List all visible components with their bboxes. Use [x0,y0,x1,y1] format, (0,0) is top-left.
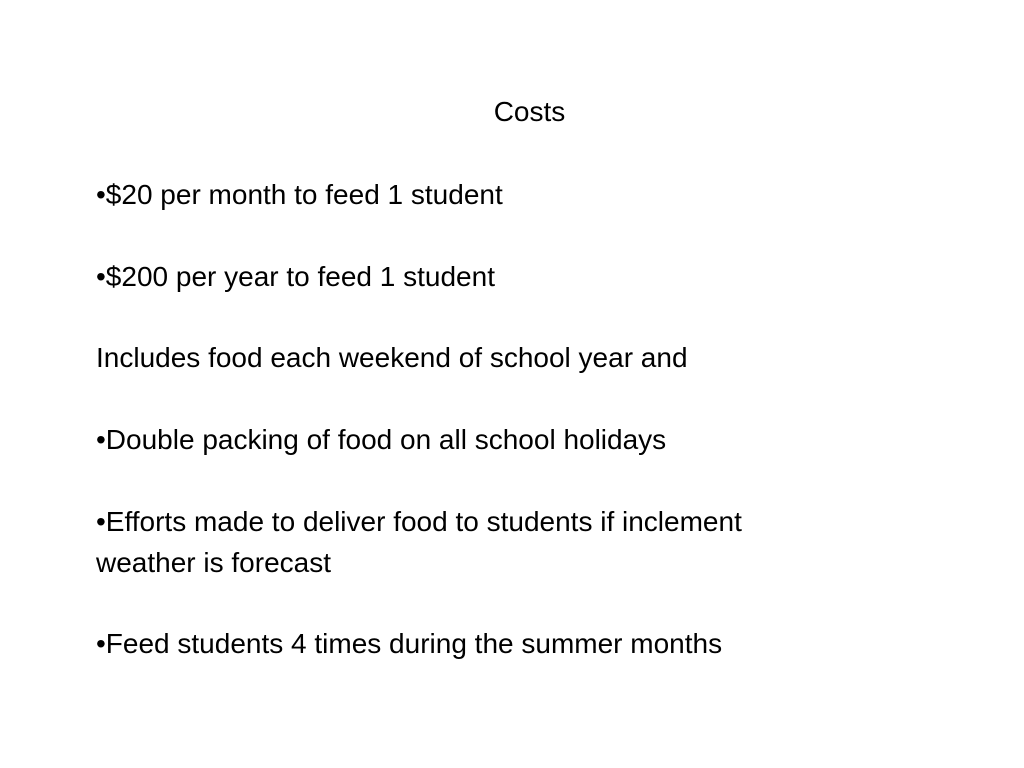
bullet-monthly-cost: •$20 per month to feed 1 student [96,179,503,210]
bullet-inclement-weather: •Efforts made to deliver food to students if inclement [96,506,742,537]
bullet-summer-feeding: •Feed students 4 times during the summer months [96,628,723,659]
bullet-yearly-cost: •$200 per year to feed 1 student [96,261,495,292]
includes-text: Includes food each weekend of school year and [96,342,688,373]
bullet-inclement-weather-continued: weather is forecast [96,547,331,578]
bullet-double-packing: •Double packing of food on all school holidays [96,424,667,455]
slide-title: Costs [493,96,566,127]
